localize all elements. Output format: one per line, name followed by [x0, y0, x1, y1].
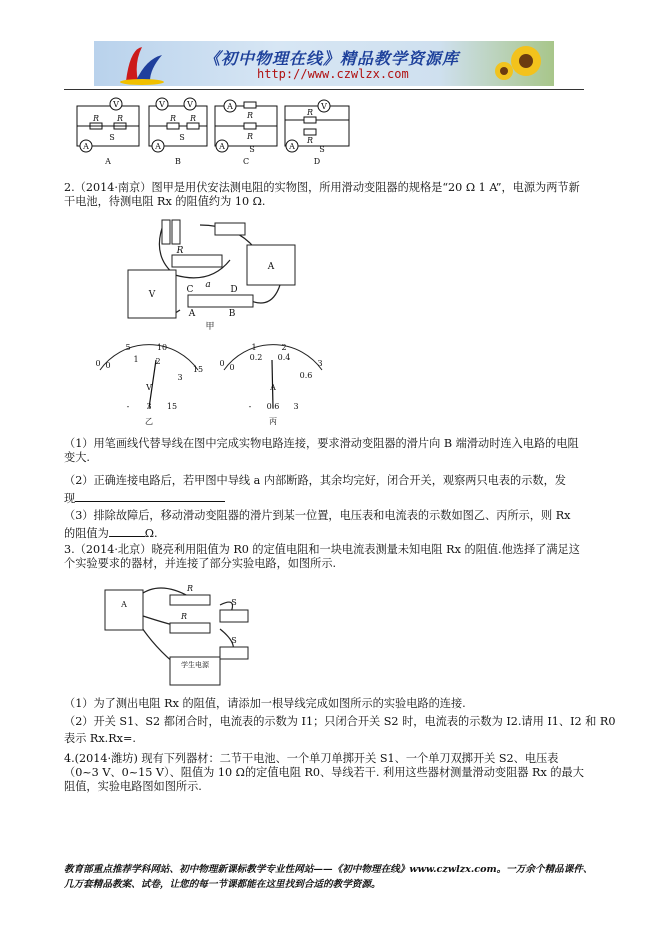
voltmeter-dial-figure — [92, 342, 202, 432]
svg-text:S: S — [179, 133, 185, 142]
svg-text:-: - — [248, 402, 252, 411]
svg-text:R: R — [246, 111, 254, 120]
q2-sub2-line1: （2）正确连接电路后，若甲图中导线 a 内部断路，其余均完好，闭合开关，观察两只电表的示数，发 — [64, 474, 566, 487]
svg-text:V: V — [187, 100, 193, 109]
svg-text:V: V — [148, 290, 156, 300]
option-c-label: C — [242, 157, 250, 166]
svg-text:S: S — [109, 133, 115, 142]
q3-apparatus-figure — [100, 585, 300, 690]
svg-text:A: A — [188, 309, 196, 319]
svg-text:15: 15 — [192, 365, 204, 374]
banner-title: 《初中物理在线》精品教学资源库 — [204, 49, 460, 68]
svg-text:C: C — [186, 285, 194, 295]
q3-stem: 3.（2014·北京）晓亮利用阻值为 R0 的定值电阻和一块电流表测量未知电阻 Rx 的阻值.他选择了满足这个实验要求的器材，并连接了部分实验电路，如图所示. — [64, 543, 580, 570]
ammeter-dial-figure — [216, 342, 326, 432]
q2-sub3-line1: （3）排除故障后，移动滑动变阻器的滑片到某一位置，电压表和电流表的示数如图乙、丙所示，则 Rx — [64, 509, 571, 522]
svg-text:S: S — [231, 636, 237, 645]
svg-text:V: V — [113, 100, 119, 109]
option-b-label: B — [175, 157, 181, 166]
svg-text:0.4: 0.4 — [277, 353, 291, 362]
option-a-label: A — [105, 157, 111, 166]
svg-text:0.2: 0.2 — [249, 353, 263, 362]
header-banner — [94, 41, 554, 86]
q2-sub3-line2 — [64, 525, 584, 541]
footer — [64, 862, 593, 892]
svg-text:3: 3 — [293, 402, 299, 411]
svg-text:学生电源: 学生电源 — [181, 661, 209, 669]
svg-text:A: A — [219, 142, 225, 151]
svg-text:0: 0 — [95, 359, 101, 368]
svg-text:3: 3 — [317, 359, 323, 368]
logo-icon — [112, 41, 172, 86]
q2-sub1: （1）用笔画线代替导线在图中完成实物电路连接，要求滑动变阻器的滑片向 B 端滑动时连入电路的电阻变大. — [64, 437, 579, 464]
svg-text:5: 5 — [125, 343, 131, 352]
q2-stem: 2.（2014·南京）图甲是用伏安法测电阻的实物图，所用滑动变阻器的规格是“20 Ω 1 A”，电源为两节新干电池，待测电阻 Rx 的阻值约为 10 Ω. — [64, 181, 580, 208]
svg-text:0: 0 — [105, 361, 111, 370]
q2-sub3-lead: 的阻值为 — [64, 527, 109, 540]
banner-url: http://www.czwlzx.com — [257, 67, 409, 81]
q2-sub3-answer-blank[interactable] — [109, 525, 145, 537]
q3-sub1: （1）为了测出电阻 Rx 的阻值，请添加一根导线完成如图所示的实验电路的连接. — [64, 697, 466, 710]
svg-text:S: S — [319, 145, 325, 154]
svg-text:0: 0 — [219, 359, 225, 368]
q2-sub3-unit: Ω. — [144, 527, 158, 540]
svg-text:R: R — [186, 584, 194, 593]
svg-text:V: V — [146, 383, 152, 392]
svg-text:0: 0 — [229, 363, 235, 372]
svg-text:R: R — [189, 114, 197, 123]
q2-sub2-answer-blank[interactable] — [75, 490, 225, 502]
footer-line2: 几万套精品教案、试卷，让您的每一节课都能在这里找到合适的教学资源。 — [64, 879, 381, 890]
q3-sub2-line2: 表示 Rx.Rx=. — [64, 732, 136, 745]
caption-yi: 乙 — [145, 417, 153, 426]
svg-text:R: R — [176, 246, 184, 256]
option-d-label: D — [313, 157, 321, 166]
circuit-options-figure — [72, 96, 362, 166]
svg-text:A: A — [227, 102, 233, 111]
footer-line1: 教育部重点推荐学科网站、初中物理新课标教学专业性网站——《初中物理在线》www.czwlzx.com。一万余个精品课件、 — [64, 864, 593, 875]
svg-text:3: 3 — [177, 373, 183, 382]
svg-text:A: A — [289, 142, 295, 151]
svg-text:A: A — [270, 383, 276, 392]
svg-text:A: A — [121, 600, 127, 609]
svg-text:V: V — [321, 102, 327, 111]
svg-text:R: R — [306, 108, 314, 117]
svg-text:2: 2 — [281, 343, 287, 352]
q2-sub2-lead: 现 — [64, 492, 76, 505]
svg-text:S: S — [231, 598, 237, 607]
caption-jia: 甲 — [205, 322, 215, 332]
svg-text:2: 2 — [155, 357, 161, 366]
svg-text:A: A — [267, 262, 275, 272]
sunflower-icon — [492, 41, 552, 86]
svg-text:B: B — [228, 309, 236, 319]
svg-text:R: R — [169, 114, 177, 123]
svg-text:A: A — [83, 142, 89, 151]
svg-text:R: R — [180, 612, 188, 621]
svg-text:-: - — [126, 402, 130, 411]
svg-text:S: S — [249, 145, 255, 154]
svg-text:R: R — [246, 132, 254, 141]
svg-text:0.6: 0.6 — [299, 371, 313, 380]
svg-text:R: R — [306, 136, 314, 145]
q4-stem: 4.(2014·潍坊) 现有下列器材：二节干电池、一个单刀单掷开关 S1、一个单刀双掷开关 S2、电压表（0~3 V、0~15 V）、阻值为 10 Ω的定值电阻 R0、导线若干. 利用这些器材测量滑动变阻器 Rx 的最大阻值，实验电路图如图所示. — [64, 752, 584, 793]
svg-text:3: 3 — [146, 402, 152, 411]
caption-bing: 丙 — [269, 417, 277, 426]
apparatus-figure-jia — [120, 215, 320, 335]
svg-text:A: A — [155, 142, 161, 151]
svg-text:D: D — [230, 285, 238, 295]
svg-text:R: R — [92, 114, 100, 123]
q3-sub2-line1: （2）开关 S1、S2 都闭合时，电流表的示数为 I1；只闭合开关 S2 时，电流表的示数为 I2.请用 I1、I2 和 R0 — [64, 715, 616, 728]
svg-text:10: 10 — [156, 343, 168, 352]
svg-text:1: 1 — [133, 355, 139, 364]
q2-sub2-line2 — [64, 490, 584, 506]
svg-text:a: a — [205, 280, 211, 290]
svg-text:V: V — [159, 100, 165, 109]
svg-text:15: 15 — [166, 402, 178, 411]
svg-text:1: 1 — [251, 343, 257, 352]
header-rule — [64, 89, 584, 90]
svg-text:0.6: 0.6 — [266, 402, 280, 411]
svg-text:R: R — [116, 114, 124, 123]
